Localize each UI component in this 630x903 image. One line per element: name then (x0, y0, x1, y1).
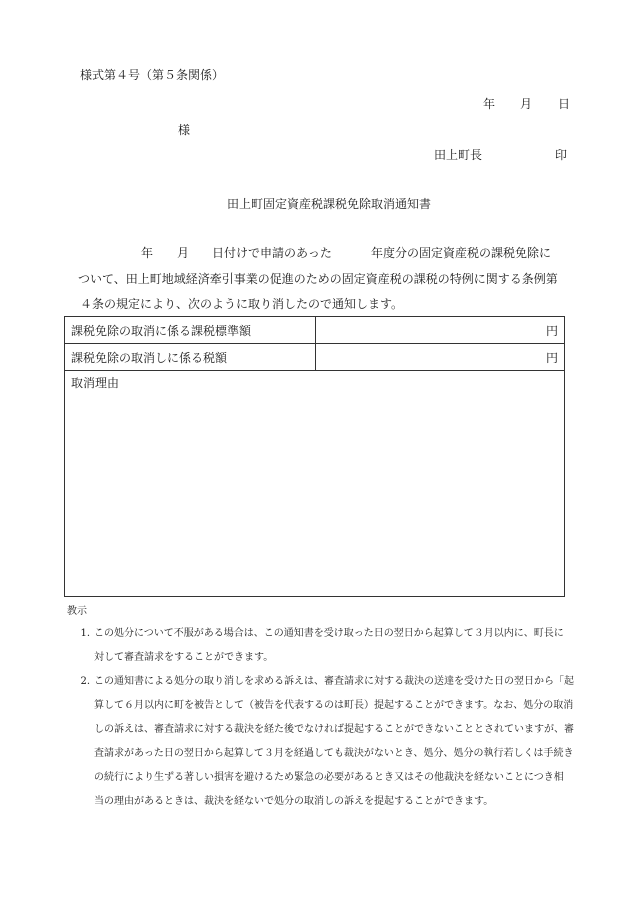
seal-mark: 印 (555, 148, 568, 162)
body-year: 年 (141, 246, 154, 260)
body-line1-tail: 年度分の固定資産税の課税免除に (371, 246, 552, 260)
note-item-1: 1. この処分について不服がある場合は、この通知書を受け取った日の翌日から起算して３月以内に、町長に (80, 628, 564, 639)
tax-amount-value[interactable] (316, 344, 565, 371)
body-line3: ４条の規定により、次のように取り消したので通知します。 (80, 297, 404, 311)
note-item-2-cont: 当の理由があるときは、裁決を経ないで処分の取消しの訴えを提起することができます。 (94, 796, 494, 807)
note-item-1-cont: 対して審査請求をすることができます。 (94, 652, 274, 663)
addressee-suffix: 様 (178, 123, 191, 137)
form-number: 様式第４号（第５条関係） (80, 68, 225, 82)
yen-unit: 円 (545, 350, 558, 365)
date-year-label: 年 (483, 97, 496, 111)
date-day-label: 日 (558, 97, 571, 111)
tax-base-amount[interactable] (316, 317, 565, 344)
note-item-2-cont: しの訴えは、審査請求に対する裁決を経た後でなければ提起することができないこととされていますが、審 (94, 724, 574, 735)
tax-table (64, 316, 565, 371)
body-line2: ついて、田上町地域経済牽引事業の促進のための固定資産税の課税の特例に関する条例第 (78, 272, 558, 286)
reason-box[interactable] (64, 368, 565, 597)
note-item-2: 2. この通知書による処分の取り消しを求める訴えは、審査請求に対する裁決の送達を受けた日の翌日から「起 (80, 676, 574, 687)
tax-base-label: 課税免除の取消に係る課税標準額 (65, 317, 316, 344)
date-month-label: 月 (520, 97, 533, 111)
tax-amount-label: 課税免除の取消しに係る税額 (65, 344, 316, 371)
document-title: 田上町固定資産税課税免除取消通知書 (227, 197, 432, 211)
note-item-2-cont: 査請求があった日の翌日から起算して３月を経過しても裁決がないとき、処分、処分の執行若しくは手続き (94, 748, 574, 759)
body-line1-rest: 日付けで申請のあった (212, 246, 332, 260)
note-item-2-cont: の続行により生ずる著しい損害を避けるため緊急の必要があるとき又はその他裁決を経ないことにつき相 (94, 772, 564, 783)
reason-label: 取消理由 (71, 376, 120, 390)
table-row (65, 344, 565, 371)
yen-unit: 円 (545, 323, 558, 338)
issuer-name: 田上町長 (434, 148, 483, 162)
notes-heading: 教示 (67, 606, 87, 617)
notes-list (76, 622, 576, 814)
body-month: 月 (177, 246, 190, 260)
note-item-2-cont: 算して６月以内に町を被告として（被告を代表するのは町長）提起することができます。なお、処分の取消 (94, 700, 574, 711)
table-row (65, 317, 565, 344)
